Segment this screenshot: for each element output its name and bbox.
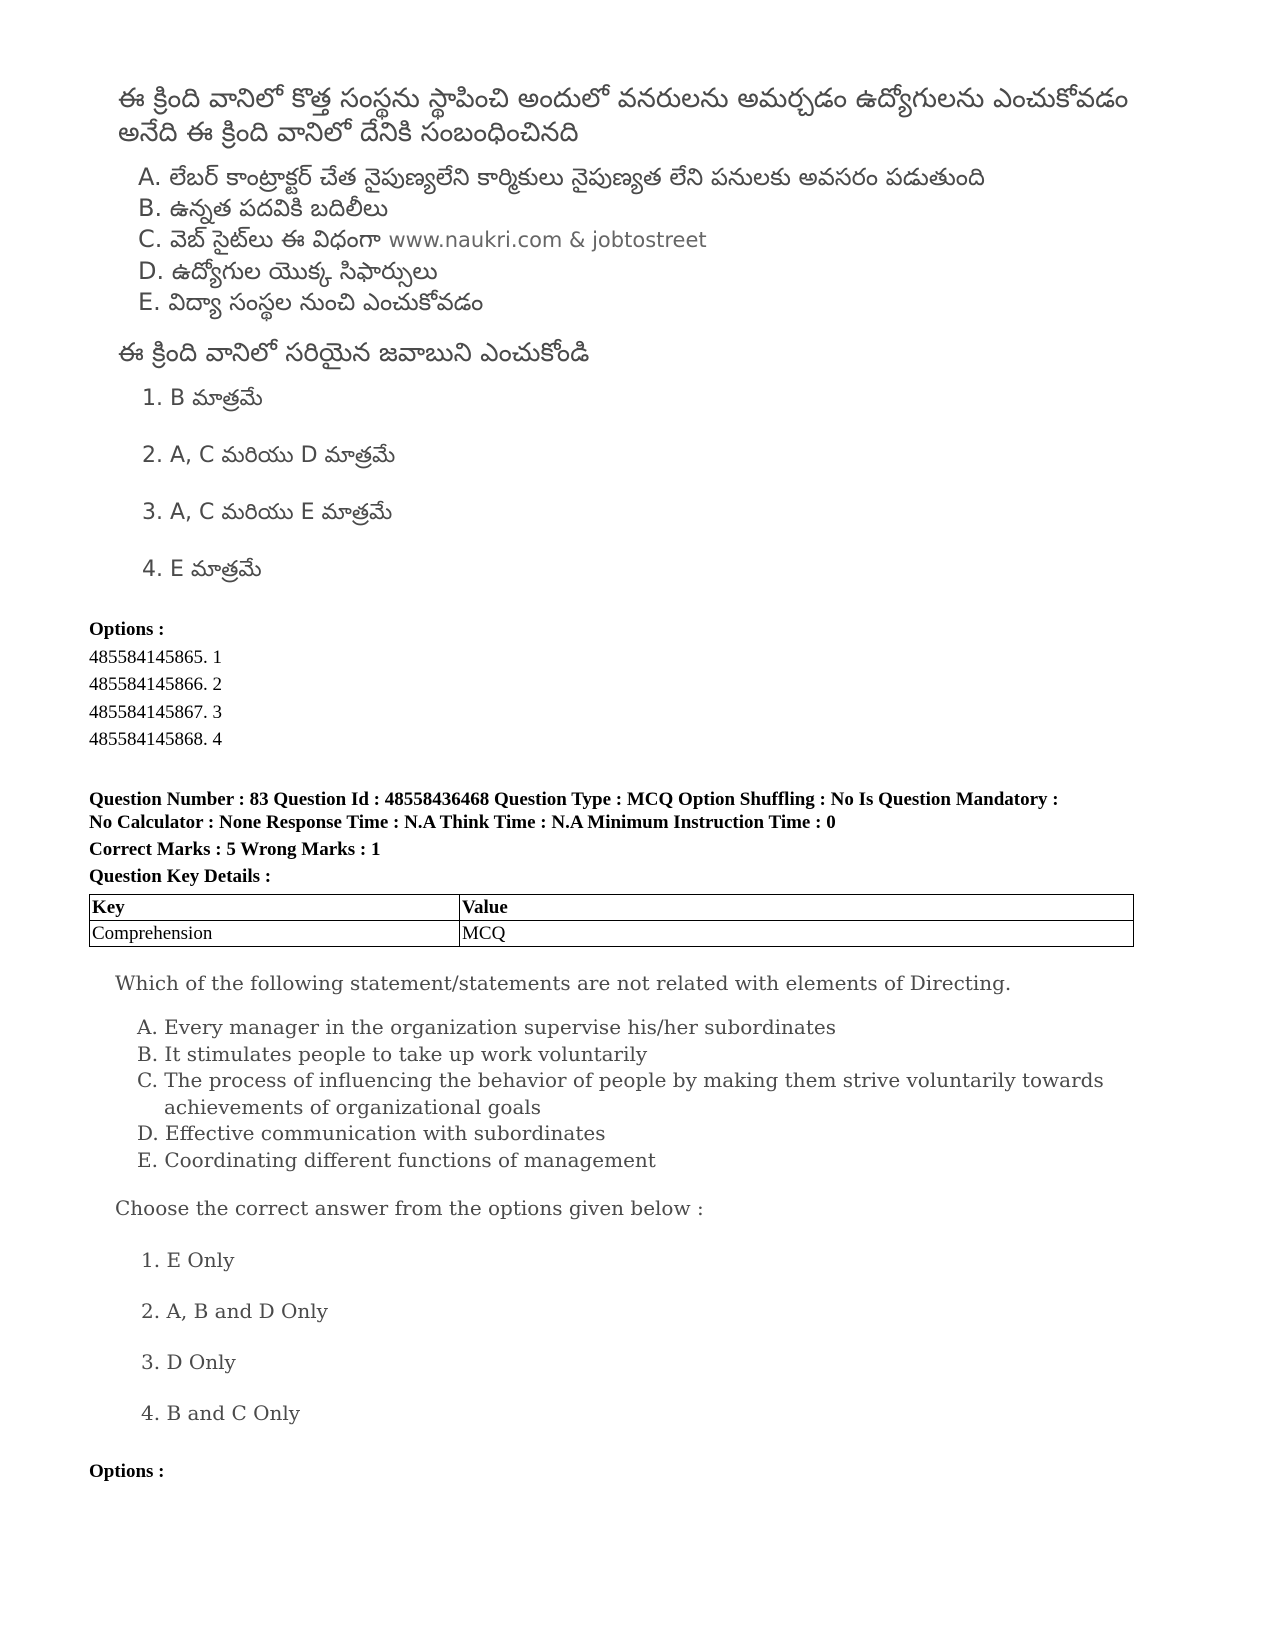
english-question-image	[115, 970, 1115, 1439]
statement-e: E. Coordinating different functions of management	[137, 1147, 656, 1172]
answer-choice: 1. B మాత్రమే	[142, 386, 263, 411]
marks-line: Correct Marks : 5 Wrong Marks : 1	[89, 839, 381, 860]
option-item: 485584145867. 3	[89, 701, 222, 723]
choose-instruction: ఈ క్రింది వానిలో సరియైన జవాబుని ఎంచుకోండి	[118, 338, 590, 368]
answer-choice: 4. B and C Only	[141, 1401, 301, 1425]
table-header-key: Key	[90, 895, 460, 921]
table-cell-key: Comprehension	[90, 921, 460, 947]
options-block	[89, 616, 222, 754]
table-row	[90, 921, 1134, 947]
statement-c: C. The process of influencing the behavior of people by making them strive voluntarily towards	[137, 1068, 1104, 1092]
answer-choice: 4. E మాత్రమే	[142, 557, 262, 582]
statement-c	[138, 224, 1218, 256]
key-details-table	[89, 894, 1134, 947]
question-meta	[89, 788, 1189, 834]
statement-c-continued: achievements of organizational goals	[164, 1094, 542, 1119]
statement-a: A. లేబర్ కాంట్రాక్టర్ చేత నైపుణ్యలేని కార్మికులు నైపుణ్యత లేని పనులకు అవసరం పడుతుంది	[138, 163, 985, 191]
option-item: 485584145865. 1	[89, 646, 222, 668]
statement-c-websites: www.naukri.com & jobtostreet	[388, 228, 707, 252]
answer-choice: 1. E Only	[141, 1248, 235, 1272]
option-item: 485584145866. 2	[89, 674, 222, 695]
statement-b: B. It stimulates people to take up work voluntarily	[137, 1041, 648, 1066]
key-details-heading: Question Key Details :	[89, 866, 272, 887]
question-stem-line: ఈ క్రింది వానిలో కొత్త సంస్థను స్థాపించి అందులో వనరులను అమర్చడం ఉద్యోగులను ఎంచుకోవడం	[118, 83, 1129, 114]
choose-instruction: Choose the correct answer from the options given below :	[115, 1196, 704, 1220]
statement-list	[137, 1014, 1115, 1173]
statement-c-text: C. వెబ్ సైట్‌లు ఈ విధంగా	[138, 225, 381, 253]
table-cell-value: MCQ	[460, 921, 1134, 947]
answer-choice: 2. A, B and D Only	[141, 1299, 328, 1323]
statement-b: B. ఉన్నత పదవికి బదిలీలు	[138, 194, 389, 222]
statement-e: E. విద్యా సంస్థల నుంచి ఎంచుకోవడం	[138, 288, 484, 316]
answer-choice: 3. D Only	[141, 1350, 236, 1374]
question-meta-line: No Calculator : None Response Time : N.A Think Time : N.A Minimum Instruction Time : 0	[89, 812, 836, 833]
answer-choice: 3. A, C మరియు E మాత్రమే	[142, 500, 393, 525]
statement-a: A. Every manager in the organization supervise his/her subordinates	[137, 1015, 836, 1039]
table-header-value: Value	[460, 895, 1134, 921]
question-stem: Which of the following statement/statements are not related with elements of Directing.	[115, 971, 1012, 995]
question-stem-line: అనేది ఈ క్రింది వానిలో దేనికి సంబంధించినది	[118, 117, 579, 148]
option-item: 485584145868. 4	[89, 729, 222, 750]
answer-choice: 2. A, C మరియు D మాత్రమే	[142, 443, 396, 468]
question-meta-line: Question Number : 83 Question Id : 48558436468 Question Type : MCQ Option Shuffling : No Is Question Mandatory :	[89, 789, 1059, 810]
table-header-row	[90, 895, 1134, 921]
options-heading: Options :	[89, 1461, 165, 1482]
telugu-question-image	[118, 82, 1218, 598]
statement-d: D. ఉద్యోగుల యొక్క సిఫార్సులు	[138, 257, 438, 285]
options-heading: Options :	[89, 619, 165, 640]
statement-list	[138, 162, 1218, 318]
statement-d: D. Effective communication with subordinates	[137, 1121, 606, 1145]
